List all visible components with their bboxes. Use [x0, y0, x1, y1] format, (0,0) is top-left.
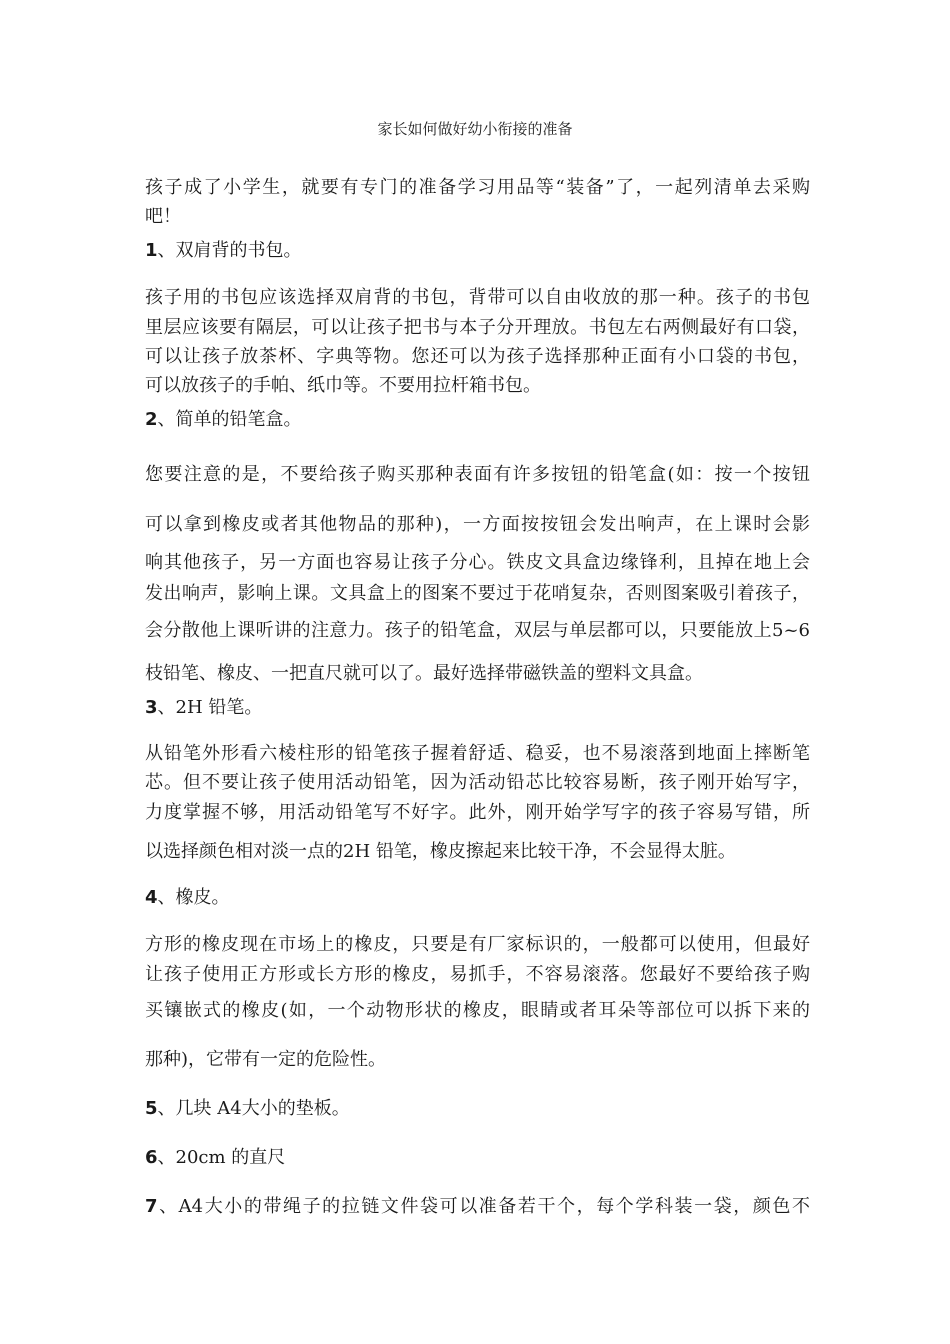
paragraph-line: 孩子成了小学生，就要有专门的准备学习用品等“装备”了，一起列清单去采购	[145, 177, 810, 198]
paragraph-line: 可以拿到橡皮或者其他物品的那种)，一方面按按钮会发出响声，在上课时会影	[145, 514, 810, 535]
section-heading-6	[145, 1145, 810, 1171]
paragraph-line: 您要注意的是，不要给孩子购买那种表面有许多按钮的铅笔盒(如：按一个按钮	[145, 464, 810, 485]
paragraph-line: 可以放孩子的手帕、纸巾等。不要用拉杆箱书包。	[145, 375, 541, 396]
section-heading-3	[145, 695, 810, 721]
section-number: 4	[145, 887, 158, 908]
section-number: 1	[145, 240, 158, 261]
section-heading-2	[145, 407, 810, 433]
section-heading-1	[145, 238, 810, 264]
section-number: 7	[145, 1196, 158, 1217]
section-number: 2	[145, 409, 158, 430]
document-title: 家长如何做好幼小衔接的准备	[377, 120, 573, 138]
paragraph-line: 吧！	[145, 206, 181, 227]
section-number: 3	[145, 697, 158, 718]
section-heading-text: 、A4大小的带绳子的拉链文件袋可以准备若干个，每个学科装一袋，颜色不	[157, 1196, 810, 1217]
section-heading-5	[145, 1096, 810, 1122]
paragraph-line: 芯。但不要让孩子使用活动铅笔，因为活动铅芯比较容易断，孩子刚开始写字，	[145, 772, 810, 793]
section-heading-text: 、橡皮。	[157, 887, 230, 908]
paragraph-line: 会分散他上课听讲的注意力。孩子的铅笔盒，双层与单层都可以，只要能放上5~6	[145, 620, 810, 641]
section-heading-4	[145, 885, 810, 911]
paragraph-line: 以选择颜色相对淡一点的2H 铅笔，橡皮擦起来比较干净，不会显得太脏。	[145, 841, 736, 862]
paragraph-line: 那种)，它带有一定的危险性。	[145, 1049, 387, 1070]
paragraph-line: 可以让孩子放茶杯、字典等物。您还可以为孩子选择那种正面有小口袋的书包，	[145, 346, 810, 367]
paragraph-line: 枝铅笔、橡皮、一把直尺就可以了。最好选择带磁铁盖的塑料文具盒。	[145, 663, 703, 684]
paragraph-line: 买镶嵌式的橡皮(如，一个动物形状的橡皮，眼睛或者耳朵等部位可以拆下来的	[145, 1000, 810, 1021]
paragraph-line: 从铅笔外形看六棱柱形的铅笔孩子握着舒适、稳妥，也不易滚落到地面上摔断笔	[145, 743, 810, 764]
paragraph-line: 响其他孩子，另一方面也容易让孩子分心。铁皮文具盒边缘锋利，且掉在地上会	[145, 552, 810, 573]
paragraph-line: 让孩子使用正方形或长方形的橡皮，易抓手，不容易滚落。您最好不要给孩子购	[145, 964, 810, 985]
section-heading-text: 、几块 A4大小的垫板。	[157, 1098, 350, 1119]
section-heading-text: 、简单的铅笔盒。	[157, 409, 302, 430]
paragraph-line: 方形的橡皮现在市场上的橡皮，只要是有厂家标识的，一般都可以使用，但最好	[145, 934, 810, 955]
section-heading-text: 、双肩背的书包。	[157, 240, 302, 261]
section-heading-text: 、2H 铅笔。	[157, 697, 263, 718]
paragraph-line: 发出响声，影响上课。文具盒上的图案不要过于花哨复杂，否则图案吸引着孩子，	[145, 583, 810, 604]
section-number: 6	[145, 1147, 158, 1168]
paragraph-line: 孩子用的书包应该选择双肩背的书包，背带可以自由收放的那一种。孩子的书包	[145, 287, 810, 308]
section-heading-text: 、20cm 的直尺	[157, 1147, 286, 1168]
paragraph-line: 里层应该要有隔层，可以让孩子把书与本子分开理放。书包左右两侧最好有口袋，	[145, 317, 810, 338]
section-number: 5	[145, 1098, 158, 1119]
paragraph-line: 力度掌握不够，用活动铅笔写不好字。此外，刚开始学写字的孩子容易写错，所	[145, 802, 810, 823]
section-heading-7	[145, 1194, 810, 1220]
